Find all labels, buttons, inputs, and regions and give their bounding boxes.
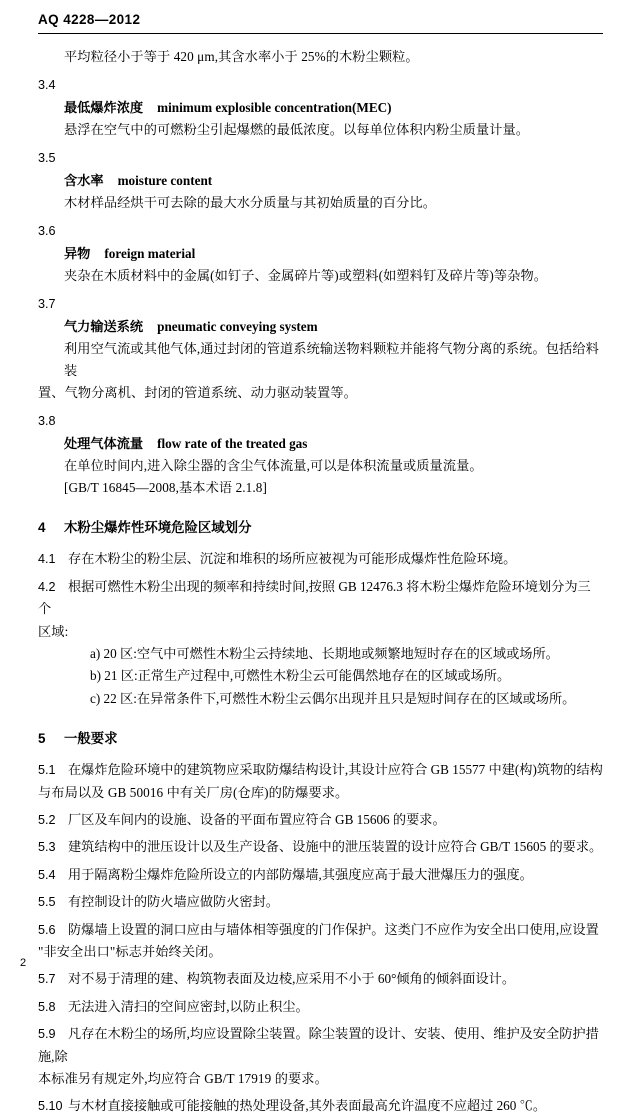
clause-number-3-5: 3.5 [38, 151, 56, 165]
paragraph-text-5-1-line1: 在爆炸危险环境中的建筑物应采取防爆结构设计,其设计应符合 GB 15577 中建(构)筑物的结构 [68, 762, 603, 777]
term-reference-3-8: [GB/T 16845—2008,基本术语 2.1.8] [64, 480, 267, 495]
clause-number-3-7: 3.7 [38, 297, 56, 311]
term-english-3-6: foreign material [104, 246, 196, 261]
paragraph-text-5-5: 有控制设计的防火墙应做防火密封。 [68, 894, 279, 909]
term-english-3-5: moisture content [117, 173, 213, 188]
paragraph-text-5-4: 用于隔离粉尘爆炸危险所设立的内部防爆墙,其强度应高于最大泄爆压力的强度。 [68, 866, 533, 882]
paragraph-number-5-6: 5.6 [38, 922, 56, 937]
paragraph-5-9 [38, 1023, 603, 1068]
term-heading-3-4 [64, 97, 603, 119]
paragraph-text-4-2-line1: 根据可燃性木粉尘出现的频率和持续时间,按照 GB 12476.3 将木粉尘爆炸危险环境划分为三个 [38, 578, 591, 616]
paragraph-text-5-6-line1: 防爆墙上设置的洞口应由与墙体相等强度的门作保护。这类门不应作为安全出口使用,应设置 [68, 921, 599, 937]
section-heading-4 [38, 517, 603, 536]
term-definition-3-4: 悬浮在空气中的可燃粉尘引起爆燃的最低浓度。以每单位体积内粉尘质量计量。 [64, 122, 530, 137]
term-definition-3-7-line2: 置、气物分离机、封闭的管道系统、动力驱动装置等。 [38, 385, 357, 400]
term-heading-3-8 [64, 433, 603, 455]
paragraph-text-5-8: 无法进入清扫的空间应密封,以防止积尘。 [68, 998, 309, 1014]
paragraph-number-5-9: 5.9 [38, 1027, 56, 1041]
paragraph-number-5-1: 5.1 [38, 763, 56, 777]
paragraph-text-4-1: 存在木粉尘的粉尘层、沉淀和堆积的场所应被视为可能形成爆炸性危险环境。 [68, 551, 517, 566]
term-chinese-3-6: 异物 [64, 246, 91, 261]
list-item-zone-22: c) 22 区:在异常条件下,可燃性木粉尘云偶尔出现并且只是短时间存在的区域或场所。 [90, 690, 576, 706]
paragraph-number-5-8: 5.8 [38, 999, 56, 1014]
paragraph-text-5-9-line1: 凡存在木粉尘的场所,均应设置除尘装置。除尘装置的设计、安装、使用、维护及安全防护措施,除 [38, 1026, 599, 1064]
clause-number-3-8: 3.8 [38, 414, 56, 428]
paragraph-number-5-3: 5.3 [38, 840, 56, 854]
term-chinese-3-4: 最低爆炸浓度 [64, 100, 144, 115]
paragraph-text-5-1-line2: 与布局以及 GB 50016 中有关厂房(仓库)的防爆要求。 [38, 784, 349, 800]
paragraph-number-4-2: 4.2 [38, 579, 56, 594]
paragraph-5-4 [38, 864, 603, 887]
paragraph-text-5-2: 厂区及车间内的设施、设备的平面布置应符合 GB 15606 的要求。 [68, 811, 446, 827]
page-header: AQ 4228—2012 [38, 12, 141, 27]
clause-number-3-6: 3.6 [38, 224, 56, 238]
section-title-4: 木粉尘爆炸性环境危险区域划分 [64, 520, 252, 535]
paragraph-text-5-3: 建筑结构中的泄压设计以及生产设备、设施中的泄压装置的设计应符合 GB/T 15605 的要求。 [68, 839, 603, 854]
section-title-5: 一般要求 [64, 731, 118, 746]
paragraph-text-5-6-line2: "非安全出口"标志并始终关闭。 [38, 944, 222, 959]
term-english-3-7: pneumatic conveying system [157, 319, 318, 334]
page-number: 2 [20, 957, 27, 969]
section-number-5: 5 [38, 731, 46, 746]
term-english-3-8: flow rate of the treated gas [157, 436, 308, 451]
term-heading-3-5 [64, 170, 603, 192]
paragraph-5-8 [38, 996, 603, 1019]
paragraph-5-5 [38, 891, 603, 914]
term-english-3-4: minimum explosible concentration(MEC) [157, 100, 392, 115]
header-divider [38, 33, 603, 34]
section-number-4: 4 [38, 520, 46, 535]
clause-number-3-4: 3.4 [38, 78, 56, 92]
term-chinese-3-5: 含水率 [64, 173, 104, 188]
paragraph-number-5-7: 5.7 [38, 972, 56, 986]
paragraph-5-1 [38, 759, 603, 782]
continued-definition-text: 平均粒径小于等于 420 μm,其含水率小于 25%的木粉尘颗粒。 [64, 49, 419, 64]
term-chinese-3-8: 处理气体流量 [64, 436, 144, 451]
paragraph-number-5-5: 5.5 [38, 895, 56, 909]
list-item-zone-21: b) 21 区:正常生产过程中,可燃性木粉尘云可能偶然地存在的区域或场所。 [90, 668, 511, 683]
term-heading-3-6 [64, 243, 603, 265]
paragraph-5-2 [38, 809, 603, 832]
term-definition-3-8: 在单位时间内,进入除尘器的含尘气体流量,可以是体积流量或质量流量。 [64, 458, 483, 473]
paragraph-text-4-2-line2: 区域: [38, 623, 69, 639]
paragraph-text-5-9-line2: 本标准另有规定外,均应符合 GB/T 17919 的要求。 [38, 1071, 328, 1086]
paragraph-text-5-10: 与木材直接接触或可能接触的热处理设备,其外表面最高允许温度不应超过 260 ℃。 [68, 1098, 547, 1113]
term-definition-3-7-line1: 利用空气流或其他气体,通过封闭的管道系统输送物料颗粒并能将气物分离的系统。包括给料装 [64, 341, 599, 378]
paragraph-text-5-7: 对不易于清理的建、构筑物表面及边棱,应采用不小于 60°倾角的倾斜面设计。 [68, 971, 516, 986]
paragraph-number-5-2: 5.2 [38, 812, 56, 827]
paragraph-number-4-1: 4.1 [38, 552, 56, 566]
list-item-zone-20: a) 20 区:空气中可燃性木粉尘云持续地、长期地或频繁地短时存在的区域或场所。 [90, 645, 559, 661]
section-heading-5 [38, 728, 603, 747]
term-heading-3-7 [64, 316, 603, 338]
paragraph-number-5-10: 5.10 [38, 1099, 63, 1113]
paragraph-5-7 [38, 968, 603, 991]
paragraph-number-5-4: 5.4 [38, 867, 56, 882]
paragraph-4-1 [38, 548, 603, 571]
term-definition-3-5: 木材样品经烘干可去除的最大水分质量与其初始质量的百分比。 [64, 195, 437, 210]
paragraph-5-3 [38, 836, 603, 859]
term-chinese-3-7: 气力输送系统 [64, 319, 144, 334]
paragraph-5-10 [38, 1095, 603, 1118]
term-definition-3-6: 夹杂在木质材料中的金属(如钉子、金属碎片等)或塑料(如塑料钉及碎片等)等杂物。 [64, 268, 548, 283]
paragraph-5-6 [38, 919, 603, 942]
paragraph-4-2 [38, 576, 603, 621]
